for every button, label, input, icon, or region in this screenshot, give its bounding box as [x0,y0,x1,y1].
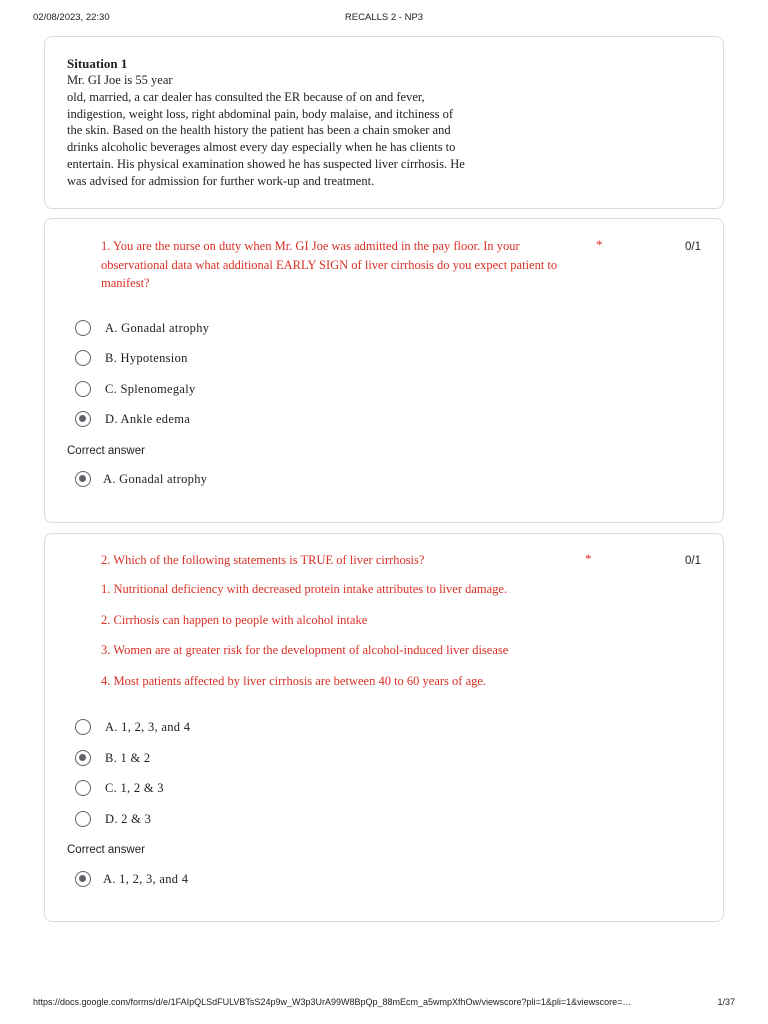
radio-button[interactable] [75,719,91,735]
option-label: D. 2 & 3 [105,811,152,826]
situation-body: Mr. GI Joe is 55 year old, married, a car dealer has consulted the ER because of on and fever, indigestion, weight loss, right abdominal pain, body malaise, and itchiness of the skin. Based on the health history the patient has been a chain smoker and drinks alcoholic beverages almost every day especially when he has clients to entertain. His physical examination showed he has suspected liver cirrhosis. He was advised for admission for further work-up and treatment. [67,73,465,188]
question-1-score: 0/1 [685,241,701,253]
radio-button[interactable] [75,320,91,336]
radio-button-selected[interactable] [75,411,91,427]
statement-4: 4. Most patients affected by liver cirrhosis are between 40 to 60 years of age. [101,674,487,688]
radio-button[interactable] [75,381,91,397]
question-card-1 [44,218,724,523]
q2-correct-answer [75,869,188,889]
radio-button[interactable] [75,350,91,366]
situation-card [44,36,724,209]
q1-option-a[interactable] [75,318,209,338]
print-footer [0,997,768,1011]
correct-answer-label: Correct answer [67,844,145,856]
correct-answer-text: A. 1, 2, 3, and 4 [103,871,189,886]
option-label: C. 1, 2 & 3 [105,780,164,795]
page-number: 1/37 [717,997,735,1007]
q1-option-c[interactable] [75,379,196,399]
option-label: B. 1 & 2 [105,750,151,765]
option-label: D. Ankle edema [105,411,191,426]
print-date: 02/08/2023, 22:30 [33,12,110,23]
q2-option-d[interactable] [75,809,151,829]
radio-button-selected[interactable] [75,750,91,766]
q1-correct-answer [75,469,207,489]
question-card-2 [44,533,724,922]
situation-title: Situation 1 [67,56,128,71]
statement-1: 1. Nutritional deficiency with decreased protein intake attributes to liver damage. [101,582,508,596]
statement-2: 2. Cirrhosis can happen to people with alcohol intake [101,613,368,627]
question-1-text: 1. You are the nurse on duty when Mr. GI Joe was admitted in the pay floor. In your observational data what additional EARLY SIGN of liver cirrhosis do you expect patient to manifest? [101,239,558,290]
q1-option-d[interactable] [75,409,190,429]
question-2-score: 0/1 [685,555,701,567]
print-header [0,12,768,26]
option-label: A. 1, 2, 3, and 4 [105,719,191,734]
question-2-text: 2. Which of the following statements is TRUE of liver cirrhosis? [101,553,425,567]
radio-button[interactable] [75,780,91,796]
radio-button-selected [75,471,91,487]
required-asterisk: * [585,551,592,566]
q2-option-b[interactable] [75,748,150,768]
radio-button-selected [75,871,91,887]
required-asterisk: * [596,237,603,252]
q2-option-c[interactable] [75,778,164,798]
option-label: B. Hypotension [105,350,188,365]
correct-answer-text: A. Gonadal atrophy [103,471,208,486]
option-label: C. Splenomegaly [105,381,196,396]
q1-option-b[interactable] [75,348,188,368]
statement-3: 3. Women are at greater risk for the development of alcohol-induced liver disease [101,643,509,657]
q2-option-a[interactable] [75,717,190,737]
radio-button[interactable] [75,811,91,827]
option-label: A. Gonadal atrophy [105,320,210,335]
print-url: https://docs.google.com/forms/d/e/1FAIpQLSdFULVBTsS24p9w_W3p3UrA99W8BpQp_88mEcm_a5wmpXfhOw/viewscore?pli=1&pli=1&viewscore=… [33,997,632,1007]
correct-answer-label: Correct answer [67,445,145,457]
print-title: RECALLS 2 - NP3 [344,12,424,23]
